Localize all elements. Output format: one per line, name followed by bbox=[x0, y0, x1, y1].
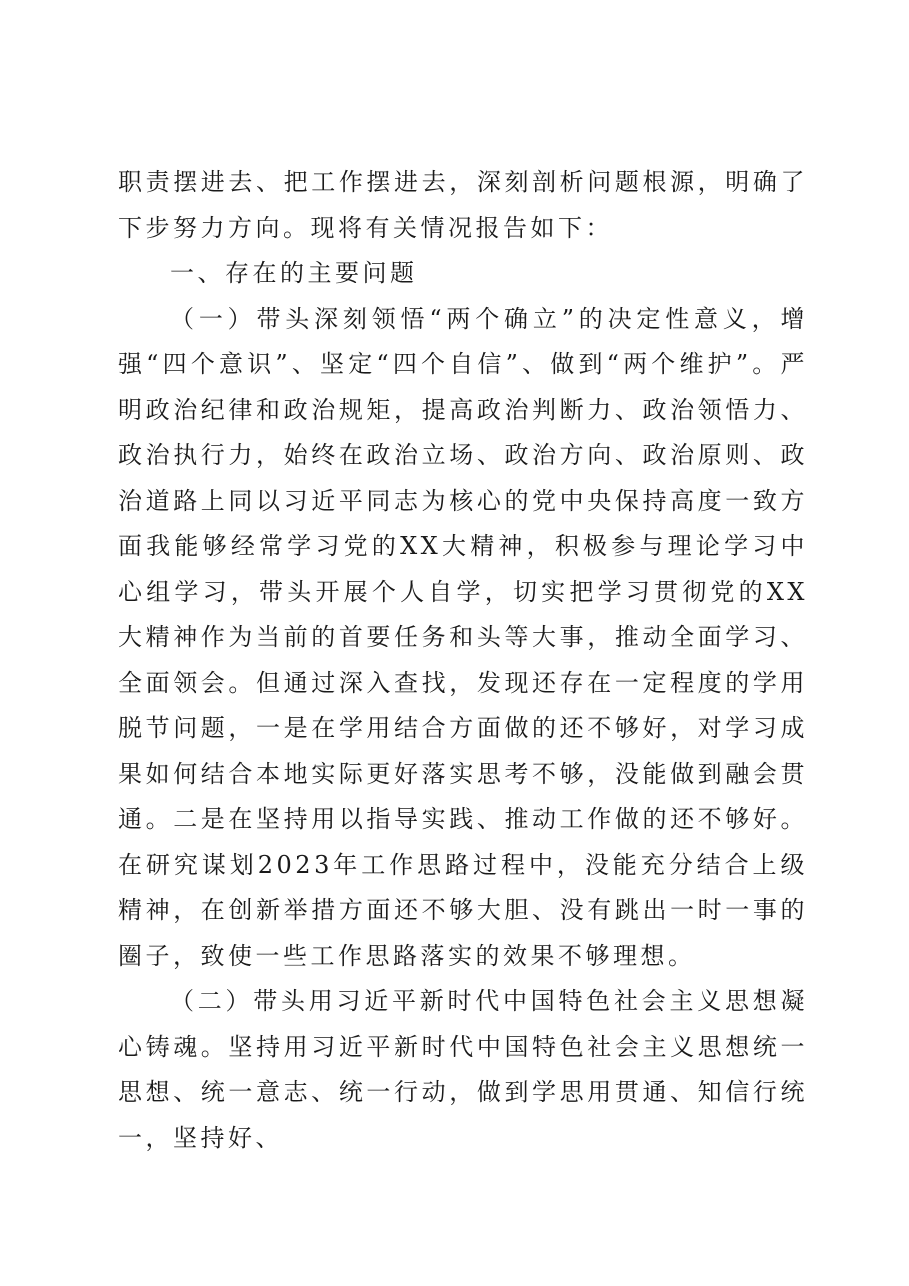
document-body bbox=[118, 160, 808, 1161]
section-heading-main-problems: 一、存在的主要问题 bbox=[170, 259, 418, 287]
paragraph-problem-2: （二）带头用习近平新时代中国特色社会主义思想凝心铸魂。坚持用习近平新时代中国特色社会主义思想统一思想、统一意志、统一行动，做到学思用贯通、知信行统一，坚持好、 bbox=[118, 987, 808, 1152]
paragraph-intro-continuation: 职责摆进去、把工作摆进去，深刻剖析问题根源，明确了下步努力方向。现将有关情况报告如下： bbox=[118, 168, 808, 242]
paragraph-problem-1: （一）带头深刻领悟“两个确立”的决定性意义，增强“四个意识”、坚定“四个自信”、做到“两个维护”。严明政治纪律和政治规矩，提高政治判断力、政治领悟力、政治执行力，始终在政治立场、政治方向、政治原则、政治道路上同以习近平同志为核心的党中央保持高度一致方面我能够经常学习党的XX大精神，积极参与理论学习中心组学习，带头开展个人自学，切实把学习贯彻党的XX大精神作为当前的首要任务和头等大事，推动全面学习、全面领会。但通过深入查找，发现还存在一定程度的学用脱节问题，一是在学用结合方面做的还不够好，对学习成果如何结合本地实际更好落实思考不够，没能做到融会贯通。二是在坚持用以指导实践、推动工作做的还不够好。在研究谋划2023年工作思路过程中，没能充分结合上级精神，在创新举措方面还不够大胆、没有跳出一时一事的圈子，致使一些工作思路落实的效果不够理想。 bbox=[118, 304, 808, 970]
